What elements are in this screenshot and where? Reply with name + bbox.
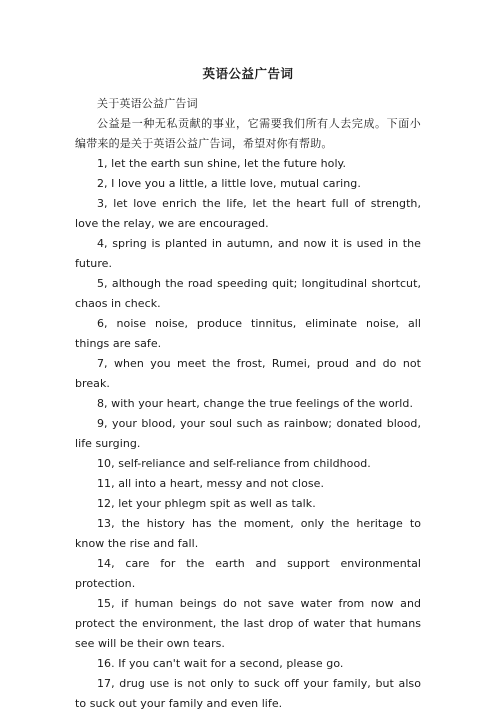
- slogan-item: 15, if human beings do not save water from now and protect the environment, the last drop of water that humans see will be their own tears.: [75, 597, 421, 650]
- intro-paragraph: 公益是一种无私贡献的事业，它需要我们所有人去完成。下面小编带来的是关于英语公益广告词，希望对你有帮助。: [75, 117, 421, 150]
- slogan-item: 5, although the road speeding quit; longitudinal shortcut, chaos in check.: [75, 277, 421, 310]
- slogan-item: 2, I love you a little, a little love, mutual caring.: [97, 177, 361, 190]
- document-title: 英语公益广告词: [202, 66, 294, 81]
- slogan-item: 12, let your phlegm spit as well as talk.: [97, 497, 316, 510]
- document-subtitle: 关于英语公益广告词: [97, 97, 198, 110]
- slogan-item: 10, self-reliance and self-reliance from childhood.: [97, 457, 371, 470]
- slogan-item: 17, drug use is not only to suck off your family, but also to suck out your family and even life.: [75, 677, 421, 710]
- slogan-item: 13, the history has the moment, only the heritage to know the rise and fall.: [75, 517, 421, 550]
- slogan-item: 9, your blood, your soul such as rainbow; donated blood, life surging.: [75, 417, 421, 450]
- slogan-item: 1, let the earth sun shine, let the future holy.: [97, 157, 347, 170]
- slogan-item: 14, care for the earth and support environmental protection.: [75, 557, 421, 590]
- slogan-item: 8, with your heart, change the true feelings of the world.: [97, 397, 413, 410]
- slogan-item: 3, let love enrich the life, let the heart full of strength, love the relay, we are encouraged.: [75, 197, 421, 230]
- slogan-item: 11, all into a heart, messy and not close.: [97, 477, 325, 490]
- document-body: [75, 94, 421, 714]
- slogan-item: 6, noise noise, produce tinnitus, eliminate noise, all things are safe.: [75, 317, 421, 350]
- slogan-item: 4, spring is planted in autumn, and now it is used in the future.: [75, 237, 421, 270]
- slogan-item: 7, when you meet the frost, Rumei, proud and do not break.: [75, 357, 421, 390]
- slogan-item: 16. If you can't wait for a second, please go.: [97, 657, 344, 670]
